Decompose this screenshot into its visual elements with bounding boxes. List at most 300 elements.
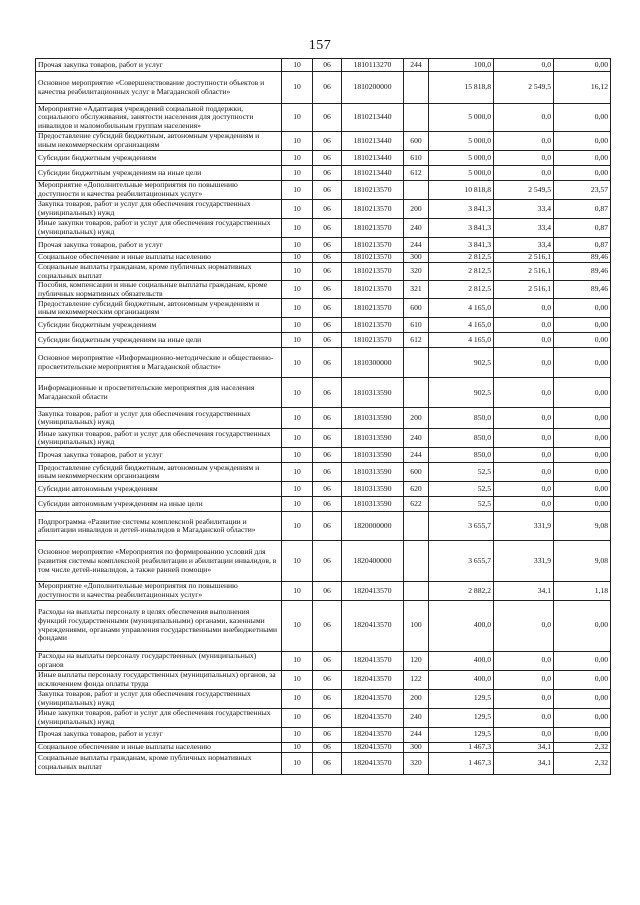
table-row (36, 742, 611, 752)
row-name: Субсидии автономным учреждениям (36, 482, 282, 497)
row-name: Предоставление субсидий бюджетным, автономным учреждениям и иным некоммерческим организациям (36, 463, 282, 482)
row-subsection: 06 (313, 333, 342, 348)
row-percent: 0,00 (554, 429, 611, 448)
row-expense-type: 300 (404, 742, 429, 752)
row-plan-amount: 3 655,7 (429, 512, 494, 541)
row-subsection: 06 (313, 104, 342, 132)
table-row (36, 512, 611, 541)
row-subsection: 06 (313, 541, 342, 582)
row-executed-amount: 0,0 (494, 727, 554, 742)
row-plan-amount: 4 165,0 (429, 333, 494, 348)
row-expense-type: 620 (404, 482, 429, 497)
row-percent: 0,00 (554, 132, 611, 151)
row-target-code: 1820413570 (342, 689, 404, 708)
row-executed-amount: 0,0 (494, 463, 554, 482)
row-plan-amount: 52,5 (429, 482, 494, 497)
row-plan-amount: 3 841,3 (429, 200, 494, 219)
row-name: Основное мероприятие «Информационно-методические и общественно-просветительские мероприятия в Магаданской области» (36, 348, 282, 378)
row-section: 10 (282, 318, 313, 333)
row-plan-amount: 400,0 (429, 670, 494, 689)
row-target-code: 1810313590 (342, 448, 404, 463)
row-name: Субсидии автономным учреждениям на иные цели (36, 497, 282, 512)
row-executed-amount: 2 549,5 (494, 181, 554, 200)
page-number: 157 (308, 38, 332, 53)
row-subsection: 06 (313, 448, 342, 463)
row-executed-amount: 0,0 (494, 408, 554, 429)
row-percent: 0,00 (554, 727, 611, 742)
row-target-code: 1810213570 (342, 253, 404, 263)
row-percent: 0,00 (554, 299, 611, 318)
row-section: 10 (282, 727, 313, 742)
row-plan-amount: 400,0 (429, 600, 494, 651)
row-target-code: 1820413570 (342, 600, 404, 651)
table-row (36, 582, 611, 600)
row-expense-type: 320 (404, 752, 429, 774)
row-executed-amount: 0,0 (494, 497, 554, 512)
row-plan-amount: 100,0 (429, 59, 494, 72)
row-name: Субсидии бюджетным учреждениям (36, 151, 282, 166)
table-row (36, 166, 611, 181)
row-expense-type: 244 (404, 59, 429, 72)
row-target-code: 1810213570 (342, 238, 404, 253)
row-name: Прочая закупка товаров, работ и услуг (36, 59, 282, 72)
row-plan-amount: 15 818,8 (429, 72, 494, 104)
table-row (36, 670, 611, 689)
row-name: Мероприятие «Адаптация учреждений социальной поддержки, социального обслуживания, занятости населения для доступности инвалидов и маломобильным группам населения» (36, 104, 282, 132)
row-section: 10 (282, 59, 313, 72)
row-section: 10 (282, 151, 313, 166)
row-plan-amount: 10 818,8 (429, 181, 494, 200)
row-section: 10 (282, 219, 313, 238)
table-row (36, 219, 611, 238)
row-target-code: 1810313590 (342, 497, 404, 512)
row-section: 10 (282, 670, 313, 689)
row-expense-type (404, 104, 429, 132)
row-expense-type: 200 (404, 200, 429, 219)
row-percent: 0,00 (554, 408, 611, 429)
row-executed-amount: 0,0 (494, 482, 554, 497)
row-section: 10 (282, 463, 313, 482)
row-expense-type: 321 (404, 281, 429, 299)
row-percent: 0,00 (554, 708, 611, 727)
row-name: Иные выплаты персоналу государственных (муниципальных) органов, за исключением фонда оплаты труда (36, 670, 282, 689)
row-expense-type (404, 582, 429, 600)
row-percent: 0,00 (554, 689, 611, 708)
row-name: Мероприятие «Дополнительные мероприятия по повышению доступности и качества реабилитационных услуг» (36, 582, 282, 600)
row-subsection: 06 (313, 689, 342, 708)
table-row (36, 752, 611, 774)
row-target-code: 1810213570 (342, 299, 404, 318)
row-percent: 0,00 (554, 378, 611, 408)
row-expense-type: 612 (404, 166, 429, 181)
row-target-code: 1810213570 (342, 219, 404, 238)
row-subsection: 06 (313, 219, 342, 238)
row-subsection: 06 (313, 497, 342, 512)
row-section: 10 (282, 429, 313, 448)
row-plan-amount: 52,5 (429, 463, 494, 482)
row-target-code: 1820413570 (342, 727, 404, 742)
row-target-code: 1810213570 (342, 263, 404, 281)
row-expense-type: 240 (404, 219, 429, 238)
row-subsection: 06 (313, 482, 342, 497)
table-row (36, 318, 611, 333)
row-target-code: 1810213440 (342, 151, 404, 166)
row-subsection: 06 (313, 299, 342, 318)
row-executed-amount: 0,0 (494, 429, 554, 448)
row-target-code: 1810213570 (342, 181, 404, 200)
row-expense-type (404, 541, 429, 582)
row-subsection: 06 (313, 238, 342, 253)
table-row (36, 151, 611, 166)
row-plan-amount: 850,0 (429, 448, 494, 463)
table-row (36, 253, 611, 263)
row-target-code: 1810213570 (342, 281, 404, 299)
row-plan-amount: 5 000,0 (429, 132, 494, 151)
row-section: 10 (282, 253, 313, 263)
row-expense-type: 622 (404, 497, 429, 512)
row-target-code: 1820413570 (342, 651, 404, 670)
row-section: 10 (282, 582, 313, 600)
row-expense-type: 122 (404, 670, 429, 689)
row-name: Субсидии бюджетным учреждениям на иные цели (36, 166, 282, 181)
table-row (36, 348, 611, 378)
row-plan-amount: 2 812,5 (429, 253, 494, 263)
row-name: Основное мероприятие «Мероприятия по формированию условий для развития системы комплексной реабилитации и абилитации инвалидов, в том числе детей-инвалидов, а также ранней помощи» (36, 541, 282, 582)
row-executed-amount: 33,4 (494, 219, 554, 238)
row-percent: 89,46 (554, 281, 611, 299)
row-expense-type: 244 (404, 238, 429, 253)
table-row (36, 651, 611, 670)
row-plan-amount: 4 165,0 (429, 318, 494, 333)
row-name: Прочая закупка товаров, работ и услуг (36, 238, 282, 253)
row-target-code: 1820413570 (342, 670, 404, 689)
row-percent: 0,00 (554, 333, 611, 348)
row-expense-type: 600 (404, 463, 429, 482)
row-name: Закупка товаров, работ и услуг для обеспечения государственных (муниципальных) нужд (36, 689, 282, 708)
row-executed-amount: 34,1 (494, 742, 554, 752)
row-name: Иные закупки товаров, работ и услуг для обеспечения государственных (муниципальных) нужд (36, 219, 282, 238)
row-section: 10 (282, 408, 313, 429)
table-row (36, 263, 611, 281)
row-executed-amount: 2 516,1 (494, 281, 554, 299)
row-subsection: 06 (313, 408, 342, 429)
row-expense-type: 100 (404, 600, 429, 651)
row-name: Социальное обеспечение и иные выплаты населению (36, 742, 282, 752)
row-subsection: 06 (313, 348, 342, 378)
row-subsection: 06 (313, 151, 342, 166)
table-row (36, 482, 611, 497)
table-row (36, 448, 611, 463)
row-subsection: 06 (313, 166, 342, 181)
row-name: Закупка товаров, работ и услуг для обеспечения государственных (муниципальных) нужд (36, 200, 282, 219)
row-subsection: 06 (313, 429, 342, 448)
row-name: Субсидии бюджетным учреждениям (36, 318, 282, 333)
row-plan-amount: 850,0 (429, 408, 494, 429)
row-section: 10 (282, 541, 313, 582)
row-percent: 2,32 (554, 752, 611, 774)
row-target-code: 1820413570 (342, 708, 404, 727)
table-row (36, 72, 611, 104)
row-target-code: 1810313590 (342, 463, 404, 482)
row-plan-amount: 2 812,5 (429, 263, 494, 281)
row-name: Подпрограмма «Развитие системы комплексной реабилитации и абилитации инвалидов и детей-инвалидов в Магаданской области» (36, 512, 282, 541)
row-section: 10 (282, 238, 313, 253)
row-name: Субсидии бюджетным учреждениям на иные цели (36, 333, 282, 348)
row-percent: 0,00 (554, 59, 611, 72)
row-expense-type: 612 (404, 333, 429, 348)
row-target-code: 1810213570 (342, 333, 404, 348)
row-plan-amount: 400,0 (429, 651, 494, 670)
row-subsection: 06 (313, 512, 342, 541)
row-name: Расходы на выплаты персоналу государственных (муниципальных) органов (36, 651, 282, 670)
row-plan-amount: 2 812,5 (429, 281, 494, 299)
row-expense-type (404, 378, 429, 408)
row-expense-type: 200 (404, 689, 429, 708)
table-row (36, 463, 611, 482)
row-subsection: 06 (313, 378, 342, 408)
row-section: 10 (282, 299, 313, 318)
table-row (36, 408, 611, 429)
row-section: 10 (282, 448, 313, 463)
row-target-code: 1810313590 (342, 482, 404, 497)
row-percent: 0,00 (554, 318, 611, 333)
row-percent: 0,00 (554, 497, 611, 512)
row-executed-amount: 33,4 (494, 200, 554, 219)
row-target-code: 1810213440 (342, 104, 404, 132)
row-subsection: 06 (313, 181, 342, 200)
row-section: 10 (282, 333, 313, 348)
row-plan-amount: 3 841,3 (429, 219, 494, 238)
row-percent: 9,08 (554, 512, 611, 541)
row-subsection: 06 (313, 708, 342, 727)
row-expense-type (404, 181, 429, 200)
row-plan-amount: 52,5 (429, 497, 494, 512)
row-section: 10 (282, 132, 313, 151)
row-executed-amount: 0,0 (494, 104, 554, 132)
row-executed-amount: 0,0 (494, 708, 554, 727)
row-name: Расходы на выплаты персоналу в целях обеспечения выполнения функций государственными (муниципальными) органами, казенными учреждениями, органами управления государственными внебюджетными фондами (36, 600, 282, 651)
row-section: 10 (282, 482, 313, 497)
row-executed-amount: 0,0 (494, 600, 554, 651)
row-section: 10 (282, 181, 313, 200)
row-percent: 16,12 (554, 72, 611, 104)
row-executed-amount: 0,0 (494, 151, 554, 166)
row-name: Мероприятие «Дополнительные мероприятия по повышению доступности и качества реабилитационных услуг» (36, 181, 282, 200)
row-plan-amount: 5 000,0 (429, 151, 494, 166)
row-executed-amount: 0,0 (494, 132, 554, 151)
table-row (36, 200, 611, 219)
row-name: Закупка товаров, работ и услуг для обеспечения государственных (муниципальных) нужд (36, 408, 282, 429)
table-row (36, 281, 611, 299)
row-percent: 0,00 (554, 651, 611, 670)
row-executed-amount: 33,4 (494, 238, 554, 253)
row-expense-type: 320 (404, 263, 429, 281)
row-target-code: 1820413570 (342, 582, 404, 600)
row-percent: 0,87 (554, 219, 611, 238)
row-executed-amount: 34,1 (494, 582, 554, 600)
row-percent: 1,18 (554, 582, 611, 600)
row-executed-amount: 0,0 (494, 318, 554, 333)
row-percent: 0,00 (554, 670, 611, 689)
row-subsection: 06 (313, 72, 342, 104)
row-name: Иные закупки товаров, работ и услуг для обеспечения государственных (муниципальных) нужд (36, 708, 282, 727)
row-section: 10 (282, 263, 313, 281)
row-percent: 2,32 (554, 742, 611, 752)
row-executed-amount: 0,0 (494, 299, 554, 318)
row-executed-amount: 2 516,1 (494, 263, 554, 281)
row-percent: 0,00 (554, 482, 611, 497)
row-plan-amount: 4 165,0 (429, 299, 494, 318)
row-plan-amount: 902,5 (429, 378, 494, 408)
row-target-code: 1820000000 (342, 512, 404, 541)
row-executed-amount: 0,0 (494, 166, 554, 181)
row-target-code: 1810213440 (342, 132, 404, 151)
row-section: 10 (282, 497, 313, 512)
row-name: Предоставление субсидий бюджетным, автономным учреждениям и иным некоммерческим организациям (36, 132, 282, 151)
row-percent: 0,87 (554, 200, 611, 219)
table-row (36, 600, 611, 651)
row-executed-amount: 0,0 (494, 348, 554, 378)
row-section: 10 (282, 742, 313, 752)
row-percent: 0,00 (554, 463, 611, 482)
row-name: Прочая закупка товаров, работ и услуг (36, 448, 282, 463)
row-target-code: 1810313590 (342, 429, 404, 448)
row-subsection: 06 (313, 742, 342, 752)
row-executed-amount: 0,0 (494, 689, 554, 708)
row-expense-type: 600 (404, 132, 429, 151)
row-target-code: 1810313590 (342, 378, 404, 408)
row-section: 10 (282, 281, 313, 299)
row-expense-type: 244 (404, 448, 429, 463)
row-plan-amount: 3 841,3 (429, 238, 494, 253)
row-executed-amount: 0,0 (494, 59, 554, 72)
row-section: 10 (282, 689, 313, 708)
row-executed-amount: 331,9 (494, 512, 554, 541)
table-row (36, 727, 611, 742)
row-percent: 0,87 (554, 238, 611, 253)
table-row (36, 59, 611, 72)
row-target-code: 1810213440 (342, 166, 404, 181)
table-row (36, 104, 611, 132)
row-percent: 0,00 (554, 448, 611, 463)
row-subsection: 06 (313, 263, 342, 281)
row-plan-amount: 5 000,0 (429, 166, 494, 181)
table-row (36, 378, 611, 408)
row-name: Социальные выплаты гражданам, кроме публичных нормативных социальных выплат (36, 752, 282, 774)
table-row (36, 132, 611, 151)
row-subsection: 06 (313, 651, 342, 670)
row-name: Иные закупки товаров, работ и услуг для обеспечения государственных (муниципальных) нужд (36, 429, 282, 448)
row-expense-type: 600 (404, 299, 429, 318)
table-row (36, 333, 611, 348)
table-row (36, 299, 611, 318)
row-target-code: 1810113270 (342, 59, 404, 72)
row-expense-type: 610 (404, 151, 429, 166)
row-section: 10 (282, 378, 313, 408)
budget-table-body (36, 59, 611, 775)
table-row (36, 238, 611, 253)
row-name: Социальное обеспечение и иные выплаты населению (36, 253, 282, 263)
row-executed-amount: 0,0 (494, 448, 554, 463)
row-subsection: 06 (313, 318, 342, 333)
row-expense-type: 200 (404, 408, 429, 429)
row-expense-type (404, 348, 429, 378)
row-plan-amount: 129,5 (429, 708, 494, 727)
row-subsection: 06 (313, 59, 342, 72)
table-row (36, 181, 611, 200)
row-target-code: 1810300000 (342, 348, 404, 378)
row-target-code: 1820400000 (342, 541, 404, 582)
row-expense-type (404, 72, 429, 104)
row-target-code: 1820413570 (342, 752, 404, 774)
row-executed-amount: 0,0 (494, 670, 554, 689)
row-plan-amount: 129,5 (429, 727, 494, 742)
row-plan-amount: 902,5 (429, 348, 494, 378)
row-percent: 23,57 (554, 181, 611, 200)
row-name: Информационные и просветительские мероприятия для населения Магаданской области (36, 378, 282, 408)
row-executed-amount: 34,1 (494, 752, 554, 774)
row-target-code: 1810213570 (342, 318, 404, 333)
table-row (36, 708, 611, 727)
row-expense-type: 120 (404, 651, 429, 670)
row-section: 10 (282, 104, 313, 132)
row-subsection: 06 (313, 727, 342, 742)
row-subsection: 06 (313, 600, 342, 651)
row-executed-amount: 2 549,5 (494, 72, 554, 104)
row-subsection: 06 (313, 253, 342, 263)
row-section: 10 (282, 200, 313, 219)
row-target-code: 1810213570 (342, 200, 404, 219)
row-subsection: 06 (313, 132, 342, 151)
row-section: 10 (282, 651, 313, 670)
row-section: 10 (282, 752, 313, 774)
row-percent: 89,46 (554, 253, 611, 263)
row-executed-amount: 0,0 (494, 651, 554, 670)
row-section: 10 (282, 512, 313, 541)
row-plan-amount: 1 467,3 (429, 752, 494, 774)
row-expense-type: 240 (404, 708, 429, 727)
row-plan-amount: 850,0 (429, 429, 494, 448)
row-target-code: 1810200000 (342, 72, 404, 104)
row-subsection: 06 (313, 200, 342, 219)
row-subsection: 06 (313, 582, 342, 600)
row-executed-amount: 0,0 (494, 378, 554, 408)
budget-table (35, 58, 611, 775)
row-executed-amount: 0,0 (494, 333, 554, 348)
row-executed-amount: 331,9 (494, 541, 554, 582)
row-plan-amount: 129,5 (429, 689, 494, 708)
row-percent: 0,00 (554, 151, 611, 166)
row-name: Основное мероприятие «Совершенствование доступности объектов и качества реабилитационных услуг в Магаданской области» (36, 72, 282, 104)
row-name: Пособия, компенсации и иные социальные выплаты гражданам, кроме публичных нормативных обязательств (36, 281, 282, 299)
row-name: Предоставление субсидий бюджетным, автономным учреждениям и иным некоммерческим организациям (36, 299, 282, 318)
row-section: 10 (282, 708, 313, 727)
table-row (36, 541, 611, 582)
row-percent: 9,08 (554, 541, 611, 582)
row-expense-type: 240 (404, 429, 429, 448)
row-plan-amount: 2 882,2 (429, 582, 494, 600)
row-name: Прочая закупка товаров, работ и услуг (36, 727, 282, 742)
row-section: 10 (282, 348, 313, 378)
row-percent: 0,00 (554, 166, 611, 181)
row-expense-type: 610 (404, 318, 429, 333)
row-target-code: 1820413570 (342, 742, 404, 752)
row-plan-amount: 5 000,0 (429, 104, 494, 132)
row-percent: 0,00 (554, 348, 611, 378)
row-expense-type: 300 (404, 253, 429, 263)
row-subsection: 06 (313, 281, 342, 299)
row-section: 10 (282, 72, 313, 104)
